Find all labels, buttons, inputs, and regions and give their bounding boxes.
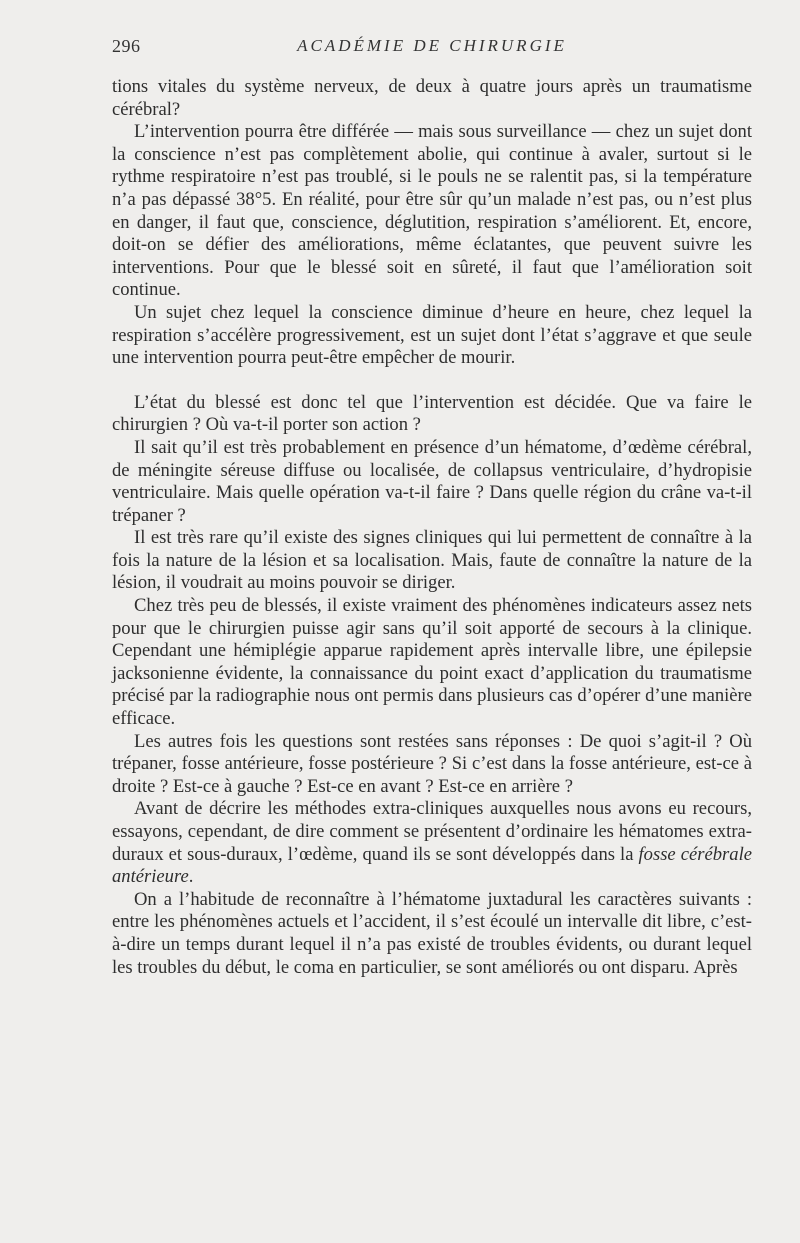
paragraph-9-text: Avant de décrire les méthodes extra-cliniques auxquelles nous avons eu recours, essayons, cependant, de dire comment se présentent d’ordinaire les hématomes extra-duraux et sous-duraux, l’œdème, quand ils se sont développés dans la (112, 798, 752, 865)
paragraph-2: L’intervention pourra être différée — mais sous surveillance — chez un sujet dont la conscience n’est pas complètement abolie, qui continue à avaler, surtout si le rythme respiratoire n’est pas troublé, si le pouls ne se ralentit pas, si la température n’a pas dépassé 38°5. En réalité, pour être sûr qu’un malade n’est pas, ou n’est plus en danger, il faut que, conscience, déglutition, respiration s’améliorent. Et, encore, doit-on se défier des améliorations, même éclatantes, que peuvent suivre les interventions. Pour que le blessé soit en sûreté, il faut que l’amélioration soit continue. (112, 121, 752, 301)
running-title: ACADÉMIE DE CHIRURGIE (297, 36, 567, 55)
paragraph-9-end: . (188, 866, 194, 888)
paragraph-1: tions vitales du système nerveux, de deux à quatre jours après un traumatisme cérébral? (112, 76, 752, 120)
paragraph-3: Un sujet chez lequel la conscience diminue d’heure en heure, chez lequel la respiration s’accélère progressivement, est un sujet dont l’état s’aggrave et que seule une intervention pourra peut-être empêcher de mourir. (112, 301, 752, 369)
page-header (112, 36, 752, 58)
paragraph-8: Les autres fois les questions sont restées sans réponses : De quoi s’agit-il ? Où trépaner, fosse antérieure, fosse postérieure ? Si c’est dans la fosse antérieure, est-ce à droite ? Est-ce à gauche ? Est-ce en avant ? Est-ce en arrière ? (112, 730, 752, 797)
paragraph-10: On a l’habitude de reconnaître à l’hématome juxtadural les caractères suivants : entre les phénomènes actuels et l’accident, il s’est écoulé un intervalle dit libre, c’est-à-dire un temps durant lequel il n’a pas existé de troubles évidents, ou durant lequel les troubles du début, le coma en particulier, se sont améliorés ou ont disparu. Après (112, 888, 752, 978)
paragraph-9 (112, 798, 752, 888)
paragraph-6: Il est très rare qu’il existe des signes cliniques qui lui permettent de connaître à la fois la nature de la lésion et sa localisation. Mais, faute de connaître la nature de la lésion, il voudrait au moins pouvoir se diriger. (112, 527, 752, 594)
page-number: 296 (112, 36, 141, 56)
body-text (112, 76, 752, 979)
paragraph-5: Il sait qu’il est très probablement en présence d’un hématome, d’œdème cérébral, de méningite séreuse diffuse ou localisée, de collapsus ventriculaire, d’hydropisie ventriculaire. Mais quelle opération va-t-il faire ? Dans quelle région du crâne va-t-il trépaner ? (112, 436, 752, 526)
paragraph-9-italic: fosse cérébrale antérieure (112, 843, 752, 888)
paragraph-7: Chez très peu de blessés, il existe vraiment des phénomènes indicateurs assez nets pour que le chirurgien puisse agir sans qu’il soit apporté de secours à la clinique. Cependant une hémiplégie apparue rapidement après intervalle libre, une épilepsie jacksonienne évidente, la connaissance du point exact d’application du traumatisme précisé par la radiographie nous ont permis dans plusieurs cas d’opérer d’une manière efficace. (112, 595, 752, 730)
paragraph-4: L’état du blessé est donc tel que l’intervention est décidée. Que va faire le chirurgien ? Où va-t-il porter son action ? (112, 391, 752, 436)
